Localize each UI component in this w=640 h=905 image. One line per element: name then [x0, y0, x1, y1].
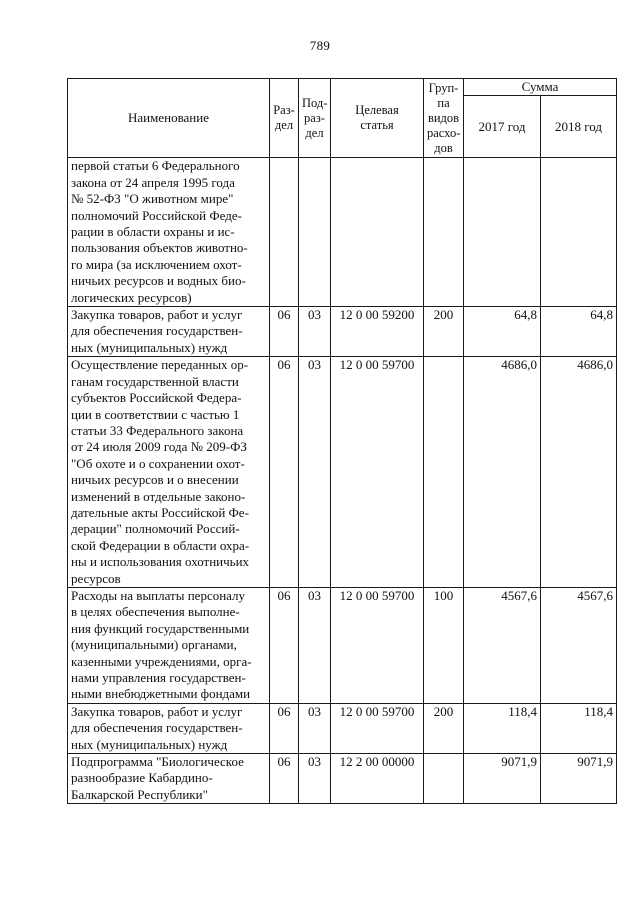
- header-section: Раз- дел: [270, 79, 299, 158]
- row-sum-2018: 118,4: [541, 703, 617, 753]
- table-row: [68, 703, 617, 753]
- row-sum-2017: 4686,0: [464, 357, 541, 588]
- row-sum-2017: 9071,9: [464, 754, 541, 804]
- header-subsection: Под- раз- дел: [299, 79, 331, 158]
- row-section: 06: [270, 357, 299, 588]
- row-sum-2018: 4686,0: [541, 357, 617, 588]
- table-row: [68, 587, 617, 703]
- row-name: первой статьи 6 Федерального закона от 24 апреля 1995 года № 52-ФЗ "О животном мире" полномочий Российской Феде- рации в области охраны и ис- пользования объектов животно- го мира (за исключением охот- ничьих ресурсов и водных био- логических ресурсов): [68, 158, 270, 307]
- row-group: [424, 754, 464, 804]
- header-name: Наименование: [68, 79, 270, 158]
- header-year-2017: 2017 год: [464, 96, 541, 158]
- row-group: [424, 357, 464, 588]
- page-number: 789: [309, 38, 331, 53]
- row-section: 06: [270, 307, 299, 357]
- row-section: 06: [270, 754, 299, 804]
- row-sum-2017: [464, 158, 541, 307]
- header-target: Целевая статья: [331, 79, 424, 158]
- row-subsection: 03: [299, 703, 331, 753]
- row-sum-2018: 64,8: [541, 307, 617, 357]
- row-group: 200: [424, 307, 464, 357]
- row-subsection: 03: [299, 754, 331, 804]
- row-group: 100: [424, 587, 464, 703]
- row-sum-2018: 4567,6: [541, 587, 617, 703]
- row-sum-2018: 9071,9: [541, 754, 617, 804]
- header-group: Груп- па видов расхо- дов: [424, 79, 464, 158]
- row-name: Расходы на выплаты персоналу в целях обеспечения выполне- ния функций государственными (муниципальными) органами, казенными учреждениями, орга- нами управления государствен- ными внебюджетными фондами: [68, 587, 270, 703]
- row-subsection: [299, 158, 331, 307]
- row-section: 06: [270, 587, 299, 703]
- row-target: 12 0 00 59700: [331, 703, 424, 753]
- row-name: Осуществление переданных ор- ганам государственной власти субъектов Российской Федера- ции в соответствии с частью 1 статьи 33 Федерального закона от 24 июля 2009 года № 209-ФЗ "Об охоте и о сохранении охот- ничьих ресурсов и о внесении изменений в отдельные законо- дательные акты Российской Фе- дерации" полномочий Россий- ской Федерации в области охра- ны и использования охотничьих ресурсов: [68, 357, 270, 588]
- header-year-2018: 2018 год: [541, 96, 617, 158]
- row-subsection: 03: [299, 307, 331, 357]
- row-target: 12 2 00 00000: [331, 754, 424, 804]
- row-sum-2018: [541, 158, 617, 307]
- row-sum-2017: 4567,6: [464, 587, 541, 703]
- row-target: [331, 158, 424, 307]
- row-sum-2017: 64,8: [464, 307, 541, 357]
- row-sum-2017: 118,4: [464, 703, 541, 753]
- header-sum: Сумма: [464, 79, 617, 96]
- row-name: Подпрограмма "Биологическое разнообразие Кабардино- Балкарской Республики": [68, 754, 270, 804]
- row-section: [270, 158, 299, 307]
- table-body: [68, 158, 617, 804]
- row-subsection: 03: [299, 587, 331, 703]
- table-row: [68, 307, 617, 357]
- row-target: 12 0 00 59700: [331, 357, 424, 588]
- table-row: [68, 754, 617, 804]
- table-row: [68, 158, 617, 307]
- row-target: 12 0 00 59700: [331, 587, 424, 703]
- row-group: [424, 158, 464, 307]
- table-row: [68, 357, 617, 588]
- budget-table: [67, 78, 617, 804]
- row-name: Закупка товаров, работ и услуг для обеспечения государствен- ных (муниципальных) нужд: [68, 703, 270, 753]
- row-subsection: 03: [299, 357, 331, 588]
- row-group: 200: [424, 703, 464, 753]
- row-section: 06: [270, 703, 299, 753]
- row-name: Закупка товаров, работ и услуг для обеспечения государствен- ных (муниципальных) нужд: [68, 307, 270, 357]
- row-target: 12 0 00 59200: [331, 307, 424, 357]
